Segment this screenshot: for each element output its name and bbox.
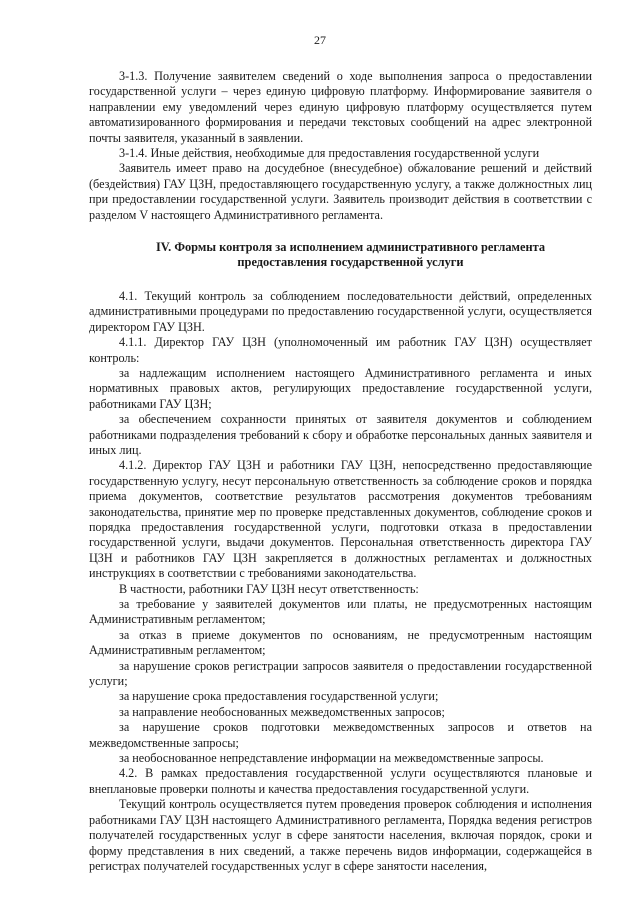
list-item-unfounded-requests: за направление необоснованных межведомственных запросов;	[119, 704, 445, 719]
list-item-request-terms: за нарушение сроков подготовки межведомственных запросов и ответов на межведомственные запросы;	[89, 720, 592, 750]
paragraph-current-control: Текущий контроль осуществляется путем проведения проверок соблюдения и исполнения работниками ГАУ ЦЗН настоящего Административного регламента, Порядка ведения регистров получателей государственных услуг в сфере занятости населения, включая порядок, сроки и форму представления в них сведений, а также перечень видов информации, содержащейся в регистрах получателей государственных услуг в сфере занятости населения,	[89, 797, 592, 873]
section-heading-line-1: IV. Формы контроля за исполнением административного регламента	[155, 240, 546, 255]
section-heading	[89, 240, 592, 271]
list-item-registration-terms: за нарушение сроков регистрации запросов заявителя о предоставлении государственной услуги;	[89, 658, 592, 689]
section-heading-line-2: предоставления государственной услуги	[237, 255, 464, 270]
list-item-service-term: за нарушение срока предоставления государственной услуги;	[119, 689, 439, 704]
list-item-refusal: за отказ в приеме документов по основаниям, не предусмотренным настоящим Административным регламентом;	[89, 627, 592, 658]
paragraph-appeal-right: Заявитель имеет право на досудебное (внесудебное) обжалование решений и действий (бездействия) ГАУ ЦЗН, предоставляющего государственную услугу, а также должностных лиц при предоставлении государственной услуги. Заявитель производит действия в соответствии с разделом V настоящего Административного регламента.	[89, 161, 592, 222]
paragraph-4-1-2: 4.1.2. Директор ГАУ ЦЗН и работники ГАУ ЦЗН, непосредственно предоставляющие государственную услугу, несут персональную ответственность за соблюдение сроков и порядка приема документов, соответствие результатов рассмотрения документов требованиям законодательства, принятие мер по проверке представленных документов, соблюдение сроков и порядка предоставления государственной услуги, подготовки отказа в предоставлении государственной услуги, выдачи документов. Персональная ответственность директора ГАУ ЦЗН и работников ГАУ ЦЗН закрепляется в должностных регламентах и должностных инструкциях в соответствии с требованиями законодательства.	[89, 458, 592, 581]
paragraph-control-documents: за обеспечением сохранности принятых от заявителя документов и соблюдением работниками подразделения требований к сбору и обработке персональных данных заявителя и иных лиц.	[89, 412, 592, 457]
paragraph-4-1-1: 4.1.1. Директор ГАУ ЦЗН (уполномоченный им работник ГАУ ЦЗН) осуществляет контроль:	[89, 335, 592, 365]
list-item-nondisclosure: за необоснованное непредставление информации на межведомственные запросы.	[119, 751, 544, 766]
paragraph-3-1-3: 3-1.3. Получение заявителем сведений о ходе выполнения запроса о предоставлении государственной услуги – через единую цифровую платформу. Информирование заявителя о направлении ему уведомлений через единую цифровую платформу осуществляется путем автоматизированного формирования и передачи текстовых сообщений на адрес электронной почты заявителя, указанный в заявлении.	[89, 69, 592, 145]
page-body	[89, 69, 592, 874]
page-number: 27	[314, 33, 326, 47]
paragraph-3-1-4: 3-1.4. Иные действия, необходимые для предоставления государственной услуги	[119, 146, 540, 161]
list-item-fees: за требование у заявителей документов или платы, не предусмотренных настоящим Административным регламентом;	[89, 597, 592, 627]
paragraph-4-1: 4.1. Текущий контроль за соблюдением последовательности действий, определенных административными процедурами по предоставлению государственной услуги, осуществляется директором ГАУ ЦЗН.	[89, 288, 592, 334]
paragraph-4-2: 4.2. В рамках предоставления государственной услуги осуществляются плановые и внеплановые проверки полноты и качества предоставления государственной услуги.	[89, 766, 592, 796]
paragraph-responsibility-intro: В частности, работники ГАУ ЦЗН несут ответственность:	[119, 581, 419, 596]
footer-mark: `	[126, 870, 130, 881]
paragraph-control-regulation: за надлежащим исполнением настоящего Административного регламента и иных нормативных правовых актов, регулирующих предоставление государственной услуги, работниками ГАУ ЦЗН;	[89, 365, 592, 411]
